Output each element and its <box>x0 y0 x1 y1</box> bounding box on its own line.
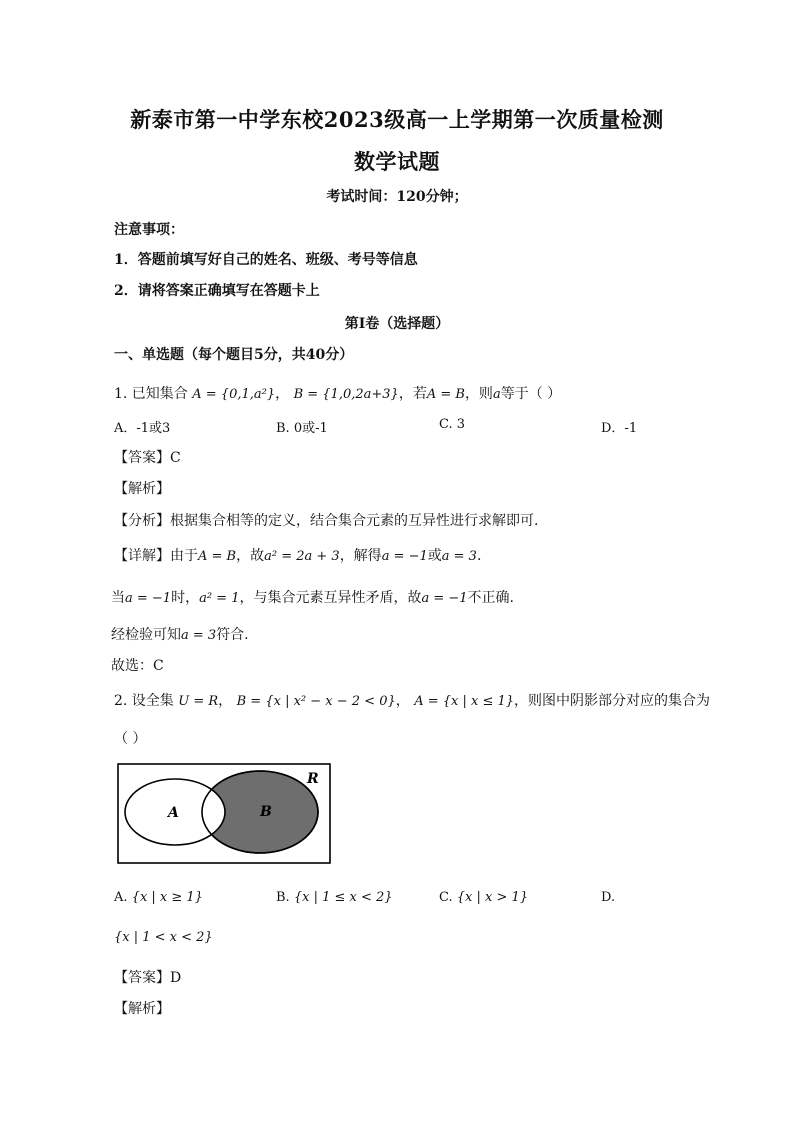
q2-set-b: B = {x | x² − x − 2 < 0} <box>236 694 396 709</box>
q2-option-a <box>114 890 203 905</box>
venn-label-a: A <box>168 805 179 821</box>
q2-option-d-set <box>114 930 213 945</box>
q1-detail-pre: 【详解】由于 <box>114 548 198 564</box>
q2-option-c <box>439 890 528 905</box>
volume-title: 第I卷（选择题） <box>344 316 450 332</box>
q1-detail-sol2: a = 3 <box>441 549 477 564</box>
q1-option-d: D．-1 <box>601 421 638 436</box>
q1-verify-post: 符合. <box>216 627 249 643</box>
venn-label-b: B <box>260 804 272 820</box>
q1-check-end: 不正确. <box>467 590 514 606</box>
q1-detail-or: 或 <box>427 548 442 564</box>
note-item-2: 2．请将答案正确填写在答题卡上 <box>114 283 320 299</box>
q1-cond: ，若 <box>398 386 427 402</box>
q1-analysis-label: 【解析】 <box>114 481 170 497</box>
q2-answer: 【答案】D <box>114 970 182 986</box>
q2-option-b-label: B. <box>276 890 290 905</box>
q1-set-b: B = {1,0,2a+3} <box>293 387 399 402</box>
q1-fenxi: 【分析】根据集合相等的定义，结合集合元素的互异性进行求解即可. <box>114 513 539 529</box>
q1-check-eq: a² = 1 <box>199 591 240 606</box>
q2-prefix: 2. 设全集 <box>114 693 174 709</box>
q1-verify-pre: 经检验可知 <box>111 627 181 643</box>
q1-check <box>111 587 514 607</box>
q2-stem: 2. 设全集 U = R， B = {x | x² − x − 2 < 0}， A = {x | x ≤ 1}，则图中阴影部分对应的集合为 <box>114 693 711 709</box>
q1-detail-eq2: a² = 2a + 3 <box>264 549 340 564</box>
q1-detail <box>114 545 481 565</box>
q1-check-mid: 时， <box>171 590 200 606</box>
q1-check-var2: a = −1 <box>421 591 468 606</box>
q1-detail-eq1: A = B <box>198 549 237 564</box>
q1-detail-end: . <box>476 548 482 564</box>
q1-var: a <box>492 387 501 402</box>
q2-option-b-set: {x | 1 ≤ x < 2} <box>293 890 393 905</box>
q1-detail-sol1: a = −1 <box>381 549 428 564</box>
q1-ask-pre: ，则 <box>464 386 493 402</box>
section-title: 一、单选题（每个题目5分，共40分） <box>114 347 354 363</box>
q1-option-a: A．-1或3 <box>114 421 171 436</box>
q2-analysis-label: 【解析】 <box>114 1001 170 1017</box>
q2-option-b <box>276 890 393 905</box>
q2-option-c-label: C. <box>439 890 453 905</box>
q1-verify-eq: a = 3 <box>181 628 217 643</box>
notes-heading: 注意事项： <box>114 222 184 238</box>
q2-option-a-set: {x | x ≥ 1} <box>131 890 203 905</box>
q2-option-c-set: {x | x > 1} <box>456 890 529 905</box>
q1-prefix: 1. 已知集合 <box>114 386 188 402</box>
q1-option-b: B. 0或-1 <box>276 421 328 436</box>
venn-diagram <box>117 763 333 865</box>
venn-label-r: R <box>307 771 319 787</box>
q1-ask-post: 等于（ ） <box>500 386 562 402</box>
exam-title: 新泰市第一中学东校2023级高一上学期第一次质量检测 <box>130 107 664 132</box>
subject-title: 数学试题 <box>354 149 440 174</box>
q2-set-a: A = {x | x ≤ 1} <box>414 694 515 709</box>
q1-option-c: C. 3 <box>439 417 466 432</box>
q2-paren: （ ） <box>114 731 147 747</box>
q2-ask: ，则图中阴影部分对应的集合为 <box>514 693 711 709</box>
q1-check-var: a = −1 <box>125 591 172 606</box>
q1-verify <box>111 624 249 644</box>
q1-answer: 【答案】C <box>114 450 181 466</box>
q2-option-d: D. <box>601 890 616 905</box>
q1-check-pre: 当 <box>111 590 125 606</box>
q1-detail-mid2: ，解得 <box>339 548 382 564</box>
q1-stem: 1. 已知集合 A = {0,1,a²}， B = {1,0,2a+3}，若A = B，则a等于（ ） <box>114 386 562 402</box>
q2-universe: U = R <box>178 694 219 709</box>
q1-detail-mid: ，故 <box>236 548 265 564</box>
note-item-1: 1．答题前填写好自己的姓名、班级、考号等信息 <box>114 252 418 268</box>
q1-eq: A = B <box>426 387 465 402</box>
q1-set-a: A = {0,1,a²} <box>192 387 276 402</box>
exam-time: 考试时间：120分钟； <box>326 189 468 205</box>
q1-check-post: ，与集合元素互异性矛盾，故 <box>239 590 422 606</box>
q1-choose: 故选：C <box>111 658 164 674</box>
q2-option-d-set-text: {x | 1 < x < 2} <box>114 930 213 945</box>
q2-option-a-label: A. <box>114 890 128 905</box>
